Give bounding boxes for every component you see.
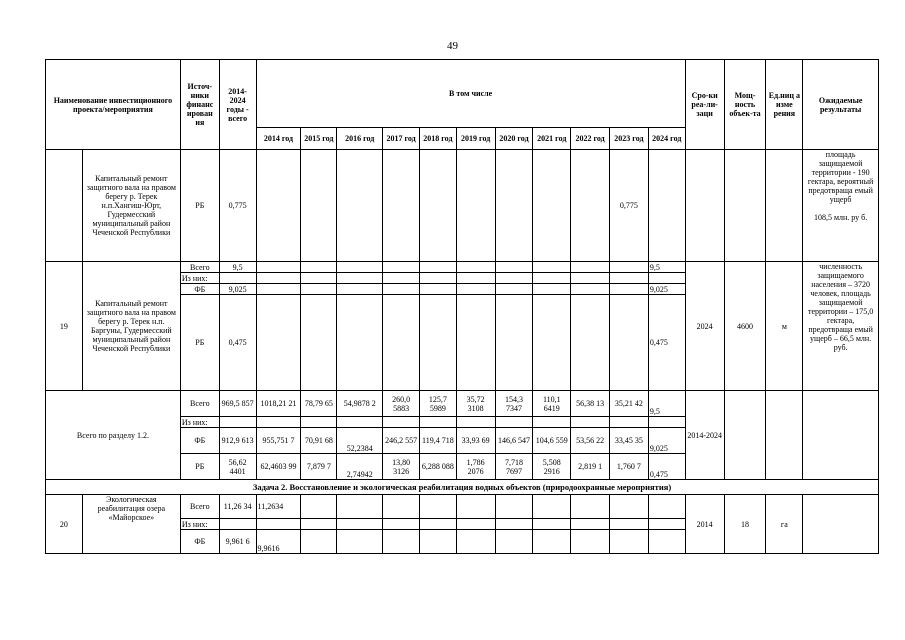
year-header: 2018 год: [419, 128, 456, 150]
row-number: [46, 150, 83, 262]
year-value: 1018,21 21: [256, 391, 301, 417]
source-cell: Из них:: [180, 273, 219, 284]
year-value: 119,4 718: [419, 428, 456, 454]
year-value: 2,819 1: [571, 454, 610, 480]
year-value: 260,0 5883: [383, 391, 420, 417]
page-number: 49: [447, 40, 458, 52]
project-name: Капитальный ремонт защитного вала на правом берегу р. Терек н.п. Баргуны, Гудермесский муниципальный район Чеченской Республики: [82, 262, 180, 391]
year-header: 2021 год: [533, 128, 571, 150]
year-header: 2017 год: [383, 128, 420, 150]
source-cell: Всего: [180, 391, 219, 417]
total-cell: 0,775: [219, 150, 256, 262]
section-total-label: Всего по разделу 1.2.: [46, 391, 181, 480]
year-value: 52,2384: [337, 428, 383, 454]
year-value: 56,38 13: [571, 391, 610, 417]
header-including: В том числе: [256, 60, 685, 128]
year-header: 2014 год: [256, 128, 301, 150]
year-header: 2016 год: [337, 128, 383, 150]
year-value: 78,79 65: [301, 391, 337, 417]
task-heading: Задача 2. Восстановление и экологическая реабилитация водных объектов (природоохранные мероприятия): [46, 480, 879, 495]
year-value: 6,288 088: [419, 454, 456, 480]
source-cell: РБ: [180, 150, 219, 262]
row-number: 20: [46, 495, 83, 554]
capacity-cell: 4600: [724, 262, 766, 391]
year-header: 2019 год: [456, 128, 495, 150]
source-cell: Из них:: [180, 519, 219, 530]
header-results: Ожидаемые результаты: [803, 60, 879, 150]
year-value: 7,718 7697: [495, 454, 533, 480]
year-header: 2020 год: [495, 128, 533, 150]
row-number: 19: [46, 262, 83, 391]
year-value: 11,2634: [256, 495, 301, 519]
year-header: 2023 год: [610, 128, 649, 150]
deadline-cell: 2014: [685, 495, 724, 554]
year-value: 1,760 7: [610, 454, 649, 480]
source-cell: Всего: [180, 495, 219, 519]
year-value: 104,6 559: [533, 428, 571, 454]
year-value: 154,3 7347: [495, 391, 533, 417]
source-cell: ФБ: [180, 284, 219, 295]
header-name: Наименование инвестиционного проекта/мероприятия: [46, 60, 181, 150]
total-cell: 9,025: [219, 284, 256, 295]
source-cell: Всего: [180, 262, 219, 273]
total-cell: 912,9 613: [219, 428, 256, 454]
year-value: 70,91 68: [301, 428, 337, 454]
units-cell: га: [766, 495, 803, 554]
year-value: 0,775: [610, 150, 649, 262]
year-value: 13,80 3126: [383, 454, 420, 480]
year-value: 53,56 22: [571, 428, 610, 454]
year-header: 2024 год: [648, 128, 685, 150]
total-cell: 0,475: [219, 295, 256, 391]
year-value: 5,508 2916: [533, 454, 571, 480]
year-value: 35,72 3108: [456, 391, 495, 417]
year-value: 9,9616: [256, 530, 301, 554]
total-cell: 969,5 857: [219, 391, 256, 417]
source-cell: ФБ: [180, 530, 219, 554]
units-cell: м: [766, 262, 803, 391]
results-value: 108,5 млн. ру б.: [813, 213, 868, 222]
total-cell: 9,5: [219, 262, 256, 273]
header-source: Источ-ники финанс ирован ия: [180, 60, 219, 150]
capacity-cell: 18: [724, 495, 766, 554]
year-value: 0,475: [648, 295, 685, 391]
year-header: 2022 год: [571, 128, 610, 150]
year-value: 7,879 7: [301, 454, 337, 480]
results-text: площадь защищаемой территории - 190 гектара, вероятный предотвраща емый ущерб: [807, 150, 874, 204]
source-cell: ФБ: [180, 428, 219, 454]
year-value: 54,9878 2: [337, 391, 383, 417]
total-cell: 9,961 6: [219, 530, 256, 554]
year-value: 9,5: [648, 391, 685, 417]
project-name: Экологическая реабилитация озера «Майорское»: [82, 495, 180, 554]
year-value: 2,74942: [337, 454, 383, 480]
year-value: 33,45 35: [610, 428, 649, 454]
year-value: 0,475: [648, 454, 685, 480]
investment-table: [45, 59, 879, 554]
deadline-cell: 2014-2024: [685, 391, 724, 480]
year-value: 110,1 6419: [533, 391, 571, 417]
expected-results: [803, 150, 879, 262]
year-value: 33,93 69: [456, 428, 495, 454]
year-value: 62,4603 99: [256, 454, 301, 480]
source-cell: РБ: [180, 295, 219, 391]
header-total: 2014-2024 годы - всего: [219, 60, 256, 150]
deadline-cell: 2024: [685, 262, 724, 391]
year-value: 146,6 547: [495, 428, 533, 454]
source-cell: Из них:: [180, 417, 219, 428]
expected-results: численность защищаемого населения – 3720 человек, площадь защищаемой территории – 175,0 гектара, предотвраща емый ущерб – 66,5 млн. руб.: [803, 262, 879, 391]
source-cell: РБ: [180, 454, 219, 480]
header-capacity: Мощ-ность объек-та: [724, 60, 766, 150]
year-value: 955,751 7: [256, 428, 301, 454]
year-value: 35,21 42: [610, 391, 649, 417]
header-deadline: Сро-ки реа-ли-заци: [685, 60, 724, 150]
total-cell: 56,62 4401: [219, 454, 256, 480]
year-value: 9,025: [648, 284, 685, 295]
year-header: 2015 год: [301, 128, 337, 150]
year-value: 9,5: [648, 262, 685, 273]
total-cell: 11,26 34: [219, 495, 256, 519]
year-value: 125,7 5989: [419, 391, 456, 417]
year-value: 9,025: [648, 428, 685, 454]
project-name: Капитальный ремонт защитного вала на правом берегу р. Терек н.п.Хангиш-Юрт, Гудермесский муниципальный район Чеченской Республики: [82, 150, 180, 262]
year-value: 246,2 557: [383, 428, 420, 454]
header-units: Ед.ниц а изме рения: [766, 60, 803, 150]
year-value: 1,786 2076: [456, 454, 495, 480]
